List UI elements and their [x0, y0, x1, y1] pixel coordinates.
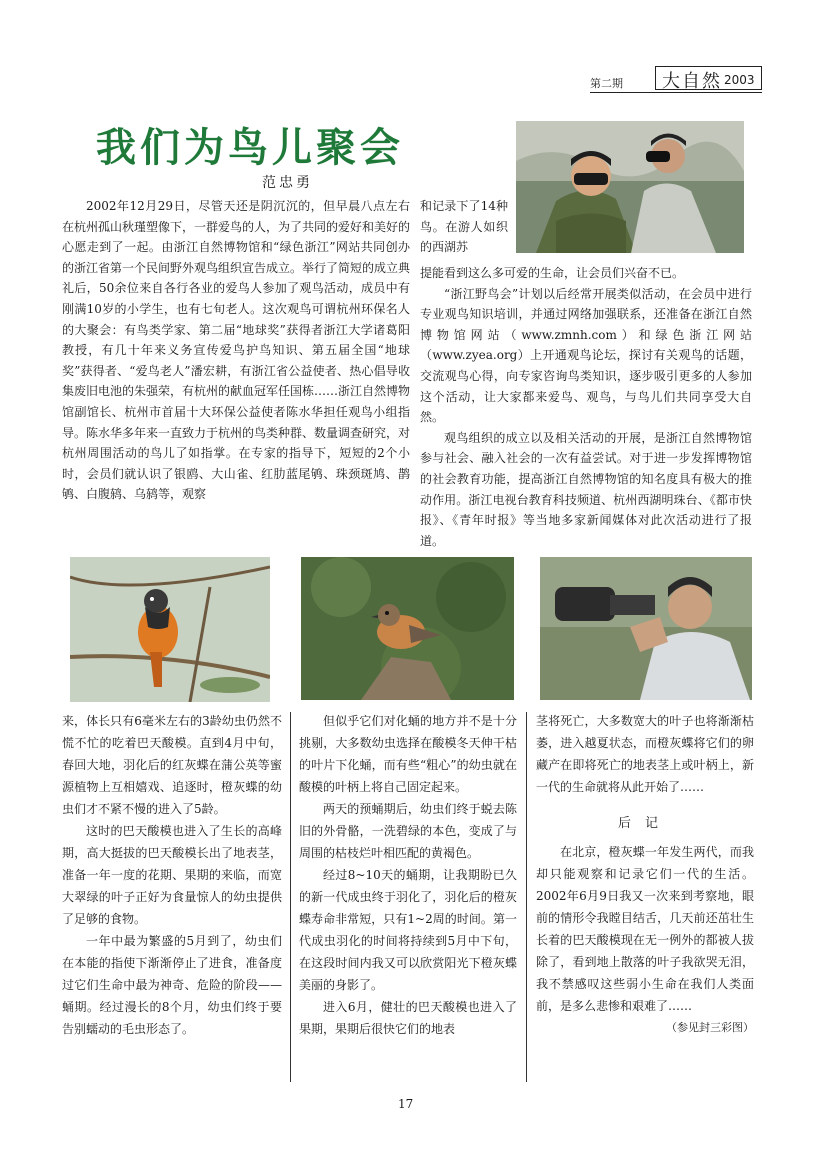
- paragraph: 提能看到这么多可爱的生命，让会员们兴奋不已。: [420, 266, 685, 280]
- article-author: 范忠勇: [262, 175, 313, 191]
- paragraph: 一年中最为繁盛的5月到了，幼虫们在本能的指使下渐渐停止了进食，准备度过它们生命中最为神奇、危险的阶段——蛹期。经过漫长的8个月，幼虫们终于要告别蠕动的毛虫形态了。: [62, 934, 282, 1036]
- afterword-heading: 后记: [617, 816, 672, 831]
- paragraph: 进入6月，健壮的巴天酸模也进入了果期，果期后很快它们的地表: [299, 1000, 517, 1036]
- photo-small-bird: [301, 557, 514, 700]
- paragraph: 但似乎它们对化蛹的地方并不是十分挑剔，大多数幼虫选择在酸模冬天伸干枯的叶片下化蛹，而有些“粗心”的幼虫就在酸模的叶柄上将自己固定起来。: [299, 714, 517, 794]
- column-divider: [526, 712, 527, 1082]
- paragraph: 2002年12月29日，尽管天还是阴沉沉的，但早晨八点左右在杭州孤山秋瑾塑像下，一群爱鸟的人，为了共同的爱好和美好的心愿走到了一起。由浙江自然博物馆和“绿色浙江”网站共同创办的浙江省第一个民间野外观鸟组织宣告成立。举行了简短的成立典礼后，50余位来自各行各业的爱鸟人参加了观鸟活动，成员中有刚满10岁的小学生，也有七旬老人。这次观鸟可谓杭州环保名人的大聚会：有鸟类学家、第二届“地球奖”获得者浙江大学诸葛阳教授，有几十年来义务宣传爱鸟护鸟知识、第五届全国“地球奖”获得者、“爱鸟老人”潘宏耕，有浙江省公益使者、热心倡导收集废旧电池的朱强荣，有杭州的献血冠军任国栋……浙江自然博物馆副馆长、杭州市首届十大环保公益使者陈水华担任观鸟小组指导。陈水华多年来一直致力于杭州的鸟类种群、数量调查研究，对杭州周围活动的鸟儿了如指掌。在专家的指导下，短短的2个小时，会员们就认识了银鸥、大山雀、红肋蓝尾鸲、珠颈斑鸠、鹊鸲、白腹鸫、乌鸫等，观察: [62, 199, 410, 502]
- paragraph: 经过8~10天的蛹期，让我期盼已久的新一代成虫终于羽化了，羽化后的橙灰蝶寿命非常短，只有1~2周的时间。第一代成虫羽化的时间将持续到5月中下旬，在这段时间内我又可以欣赏阳光下橙灰蝶美丽的身影了。: [299, 868, 517, 992]
- see-note: （参见封三彩图）: [666, 1021, 754, 1034]
- photo-photographer: [540, 557, 752, 700]
- column-divider: [290, 712, 291, 1082]
- paragraph: 和记录下了14种鸟。在游人如织的西湖苏: [420, 199, 508, 255]
- magazine-year: 2003: [724, 73, 755, 87]
- photo-birdwatchers: [516, 121, 744, 253]
- photo-robin: [70, 557, 270, 702]
- column-3: [536, 710, 754, 1084]
- paragraph: 两天的预蛹期后，幼虫们终于蜕去陈旧的外骨骼，一洗碧绿的本色，变成了与周围的枯枝烂叶相匹配的黄褐色。: [299, 802, 517, 860]
- intro-text-right: [420, 263, 752, 548]
- paragraph: 观鸟组织的成立以及相关活动的开展，是浙江自然博物馆参与社会、融入社会的一次有益尝试。对于进一步发挥博物馆的社会教育功能，提高浙江自然博物馆的知名度具有极大的推动作用。浙江电视台教育科技频道、杭州西湖明珠台、《都市快报》、《青年时报》等当地多家新闻媒体对此次活动进行了报道。: [420, 430, 752, 548]
- paragraph: 这时的巴天酸模也进入了生长的高峰期，高大挺拔的巴天酸模长出了地表茎，准备一年一度的花期、果期的来临，而宽大翠绿的叶子正好为食量惊人的幼虫提供了足够的食物。: [62, 824, 282, 926]
- page-number: 17: [398, 1097, 414, 1111]
- paragraph: “浙江野鸟会”计划以后经常开展类似活动，在会员中进行专业观鸟知识培训，并通过网络加强联系，还准备在浙江自然博物馆网站（www.zmnh.com）和绿色浙江网站（www.zyea.org）上开通观鸟论坛，探讨有关观鸟的话题，交流观鸟心得，向专家咨询鸟类知识，逐步吸引更多的人参加这个活动，让大家都来爱鸟、观鸟，与鸟儿们共同享受大自然。: [420, 286, 752, 425]
- magazine-name: 大自然: [662, 71, 722, 92]
- paragraph: 茎将死亡，大多数宽大的叶子也将渐渐枯萎，进入越夏状态，而橙灰蝶将它们的卵藏产在即将死亡的地表茎上或叶柄上，新一代的生命就将从此开始了……: [536, 714, 754, 794]
- paragraph: 来，体长只有6毫米左右的3龄幼虫仍然不慌不忙的吃着巴天酸模。直到4月中旬，春回大地，羽化后的红灰蝶在蒲公英等蜜源植物上互相嬉戏、追逐时，橙灰蝶的幼虫们才不紧不慢的进入了5龄。: [62, 714, 282, 816]
- article-title: 我们为鸟儿聚会: [96, 124, 404, 171]
- column-1: [62, 710, 282, 1084]
- paragraph: 在北京，橙灰蝶一年发生两代，而我却只能观察和记录它们一代的生活。2002年6月9日我又一次来到考察地，眼前的情形令我瞠目结舌，几天前还茁壮生长着的巴天酸模现在无一例外的都被人拔除了，看到地上散落的叶子我欲哭无泪，我不禁感叹这些弱小生命在我们人类面前，是多么悲惨和艰难了……: [536, 845, 754, 1013]
- header-rule: [590, 92, 762, 93]
- intro-text-mid: [420, 196, 508, 262]
- issue-label: 第二期: [590, 77, 623, 90]
- intro-text-left: [62, 196, 410, 548]
- column-2: [299, 710, 517, 1084]
